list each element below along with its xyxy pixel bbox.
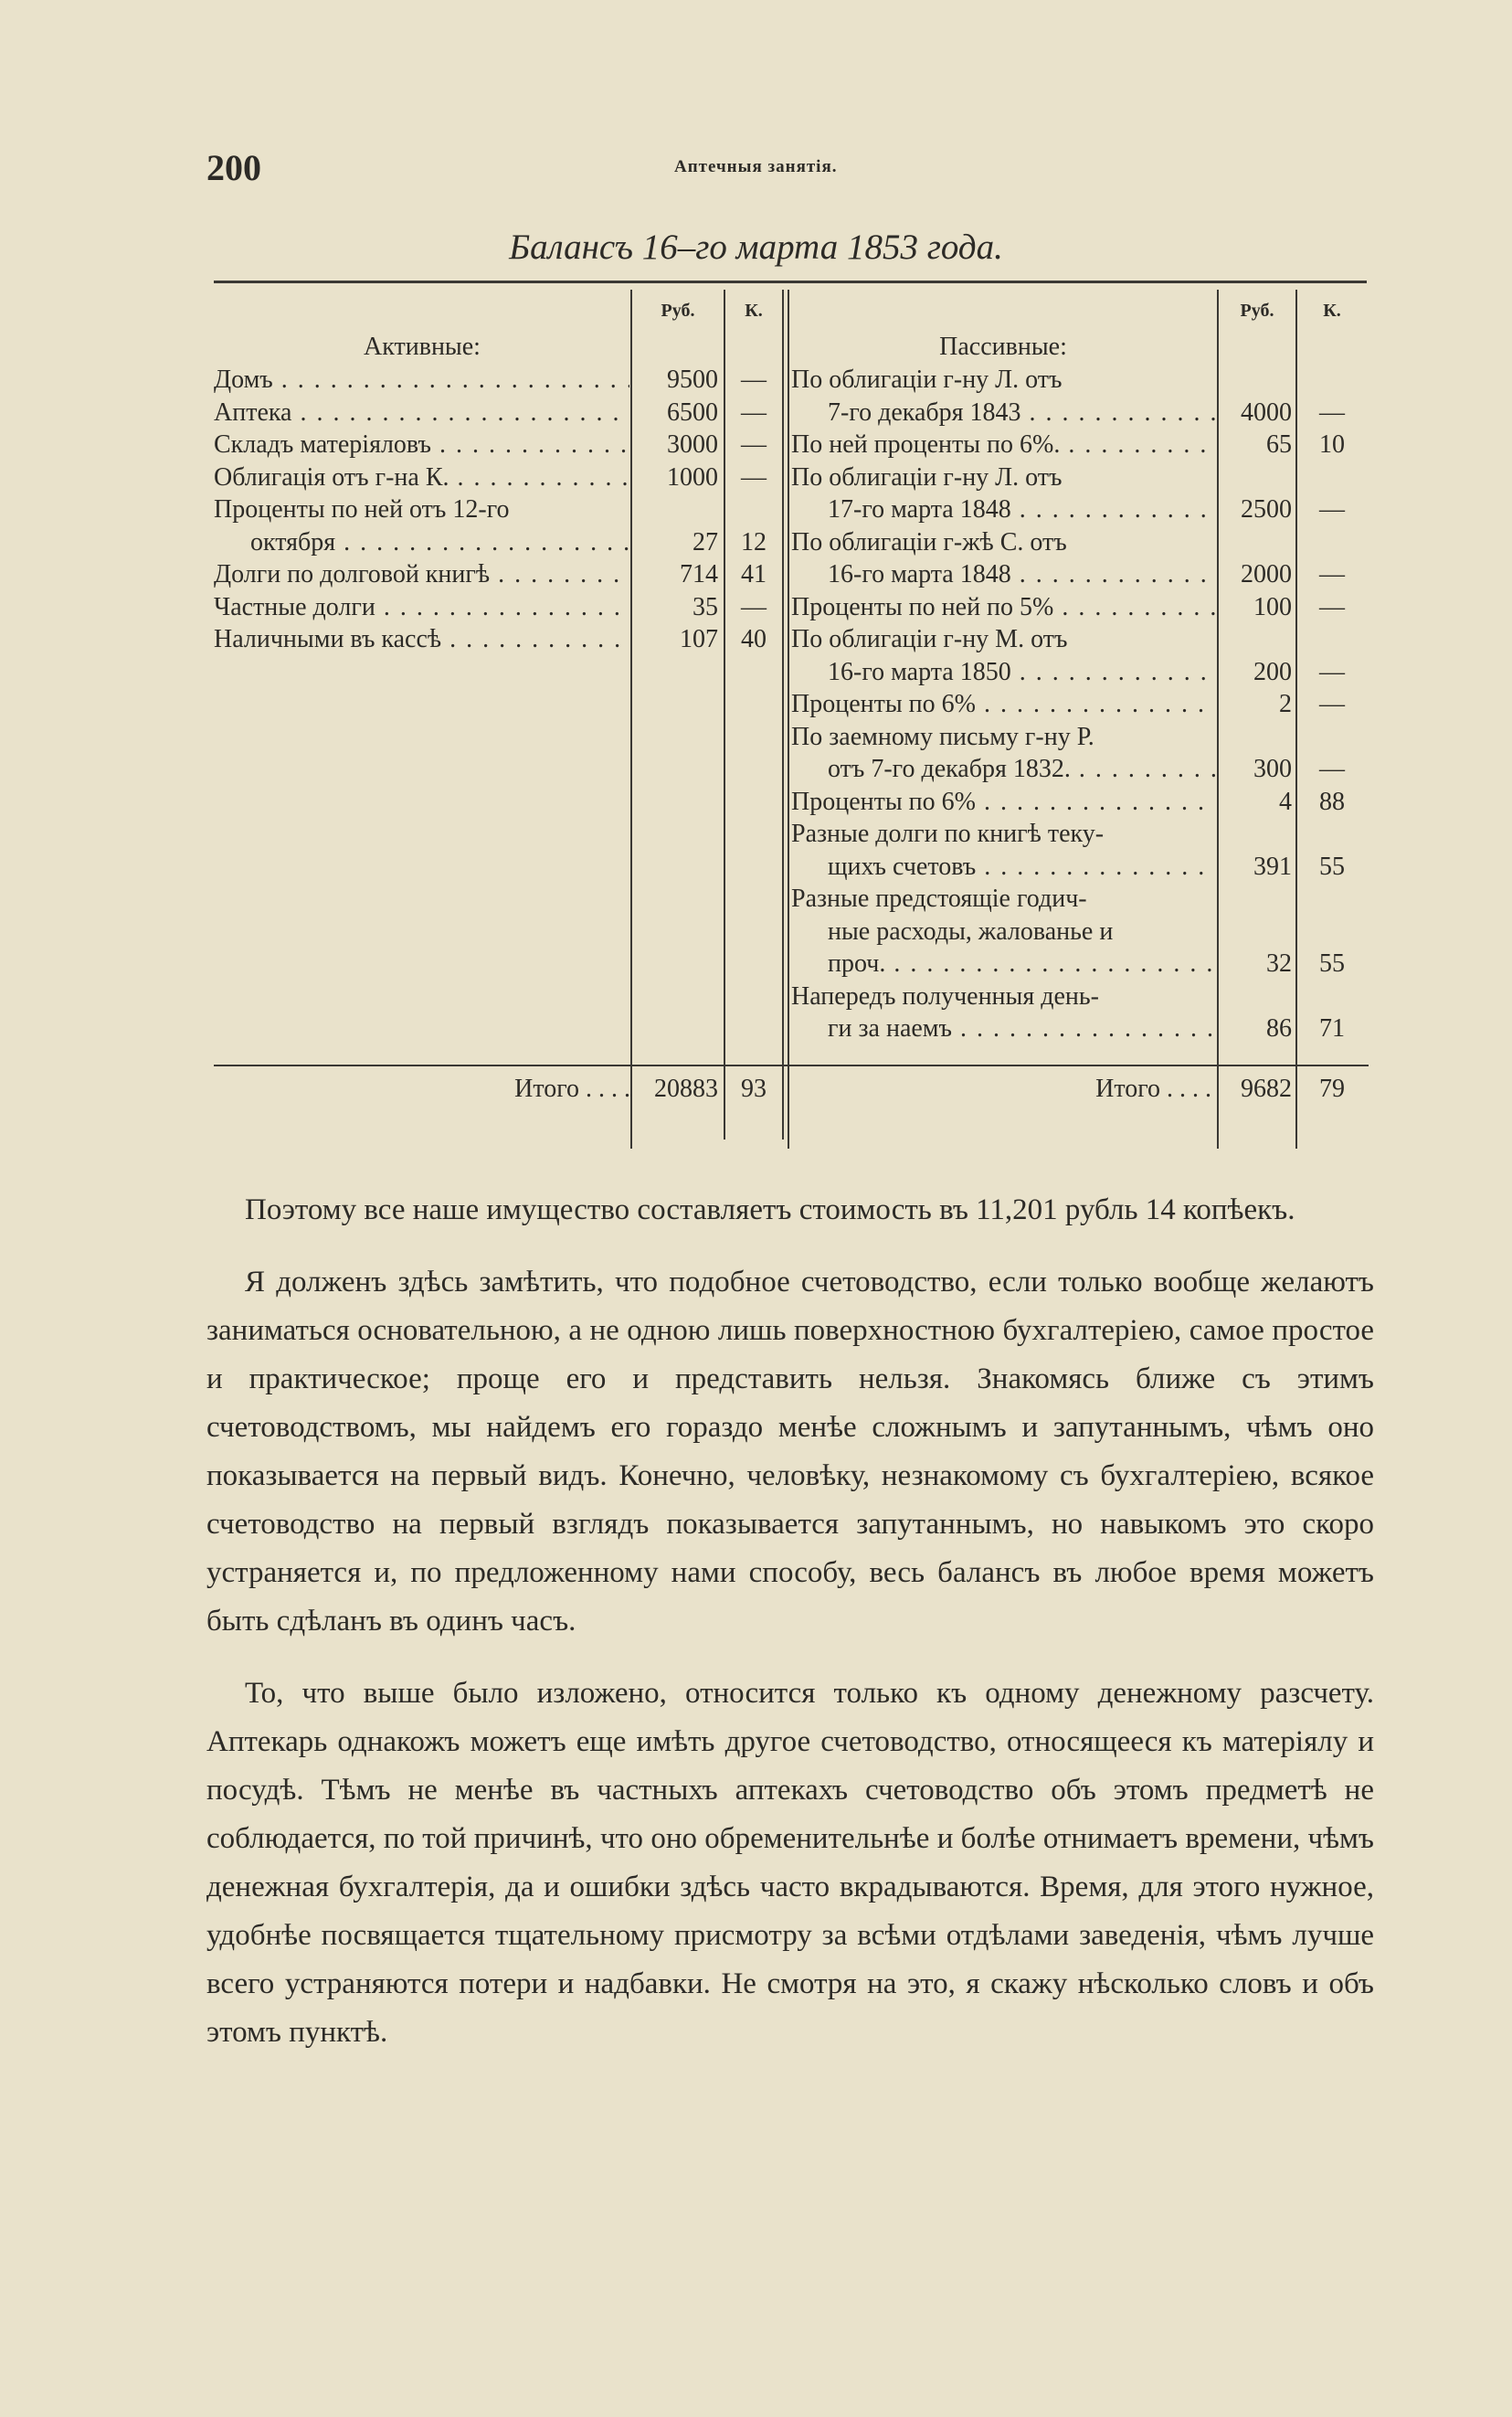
assets-row-rub: 1000	[667, 462, 718, 492]
liabilities-row-label	[791, 722, 1215, 753]
liabilities-row-rub: 32	[1266, 949, 1292, 978]
row-label-line: По ней проценты по 6%. . . .	[791, 429, 1211, 461]
liabilities-row-label	[791, 689, 1215, 720]
assets-row-rub: 107	[680, 625, 718, 653]
row-label-line: Наличными въ кассѣ . . .	[214, 624, 629, 655]
col-rule-3b	[788, 290, 789, 1149]
row-label-line: 7-го декабря 1843 . . .	[791, 398, 1211, 429]
assets-total-kop: 93	[741, 1075, 767, 1103]
assets-row-rub: 9500	[667, 366, 718, 394]
assets-kop-header: К.	[745, 301, 763, 321]
row-label-line: Проценты по 6% . . .	[791, 689, 1211, 720]
assets-row-kop: 12	[741, 527, 767, 557]
assets-row-rub: 714	[680, 560, 718, 588]
row-label-line: Проценты по ней по 5% . . .	[791, 592, 1211, 623]
row-label-line: Долги по долговой книгѣ . . .	[214, 559, 629, 590]
liabilities-row-label	[791, 1013, 1215, 1044]
liabilities-row-kop: —	[1319, 592, 1345, 621]
liabilities-row-kop: 71	[1319, 1014, 1345, 1043]
liabilities-row-rub: 2500	[1241, 495, 1292, 524]
row-label-line: Проценты по 6% . . .	[791, 787, 1211, 818]
liabilities-row-rub: 65	[1266, 430, 1292, 459]
liabilities-row-label	[791, 949, 1215, 980]
assets-row-rub: 27	[693, 527, 718, 557]
liabilities-row-kop: —	[1319, 495, 1345, 524]
row-label-line: 17-го марта 1848 . . .	[791, 494, 1211, 525]
row-label-line: Частные долги . . .	[214, 592, 629, 623]
liabilities-row-rub: 2000	[1241, 560, 1292, 588]
liabilities-row-kop: —	[1319, 560, 1345, 588]
liabilities-total-label: Итого . . . .	[1095, 1075, 1211, 1103]
liabilities-row-label	[791, 852, 1215, 883]
row-label-line: Проценты по ней отъ 12-го	[214, 495, 510, 524]
liabilities-row-label	[791, 462, 1215, 493]
liabilities-row-rub: 200	[1253, 657, 1292, 686]
liabilities-row-label	[791, 494, 1215, 525]
balance-title: Балансъ 16–го марта 1853 года.	[509, 228, 1003, 267]
row-label-line: 16-го марта 1848 . . .	[791, 559, 1211, 590]
liabilities-row-label	[791, 754, 1215, 785]
liabilities-row-label	[791, 981, 1215, 1012]
row-label-line: Облигація отъ г-на К. . . .	[214, 462, 629, 493]
running-title: Аптечныя занятія.	[674, 157, 838, 176]
liabilities-row-label	[791, 917, 1215, 948]
assets-row-rub: 35	[693, 592, 718, 621]
assets-row-kop: —	[741, 462, 767, 492]
col-rule-3	[782, 290, 784, 1140]
row-label-line: Разные долги по книгѣ теку-	[791, 820, 1105, 848]
balance-table	[203, 279, 1365, 1151]
liabilities-rub-header: Руб.	[1240, 301, 1274, 321]
row-label-line: щихъ счетовъ . . .	[791, 852, 1211, 883]
assets-total-rule	[214, 1065, 788, 1066]
liabilities-row-rub: 4	[1279, 787, 1292, 816]
assets-total-rub: 20883	[654, 1075, 718, 1103]
liabilities-row-label	[791, 527, 1215, 558]
assets-total-label: Итого . . . .	[514, 1075, 630, 1103]
row-label-line: ные расходы, жалованье и	[828, 917, 1114, 946]
table-top-rule	[214, 281, 1367, 283]
row-label-line: По облигаціи г-ну Л. отъ	[791, 462, 1063, 492]
paragraph: Поэтому все наше имущество составляетъ стоимость въ 11,201 рубль 14 копѣекъ.	[245, 1193, 1295, 1226]
row-label-line: Домъ . . .	[214, 365, 629, 396]
liabilities-total-kop: 79	[1319, 1075, 1345, 1103]
row-label-line: Аптека . . .	[214, 398, 629, 429]
liabilities-row-label	[791, 365, 1215, 396]
row-label-line: По заемному письму г-ну Р.	[791, 722, 1094, 751]
liabilities-kop-header: К.	[1323, 301, 1341, 321]
liabilities-row-rub: 300	[1253, 755, 1292, 783]
row-label-line: Складъ матеріяловъ . . .	[214, 429, 629, 461]
liabilities-row-label	[791, 398, 1215, 429]
liabilities-row-label	[791, 559, 1215, 590]
assets-heading: Активные:	[364, 333, 481, 361]
row-label-line: По облигаціи г-ну Л. отъ	[791, 366, 1063, 394]
page-header	[206, 146, 1376, 192]
liabilities-row-label	[791, 592, 1215, 623]
assets-row-rub: 3000	[667, 430, 718, 459]
liabilities-row-rub: 86	[1266, 1014, 1292, 1043]
assets-row-kop: —	[741, 430, 767, 459]
assets-row-kop: —	[741, 366, 767, 394]
assets-row-kop: —	[741, 592, 767, 621]
liabilities-row-kop: 55	[1319, 949, 1345, 978]
liabilities-row-label	[791, 657, 1215, 688]
row-label-line: По облигаціи г-ну М. отъ	[791, 625, 1068, 653]
liabilities-row-label	[791, 429, 1215, 461]
liabilities-row-kop: 55	[1319, 852, 1345, 881]
liabilities-row-kop: —	[1319, 690, 1345, 718]
liabilities-row-kop: 88	[1319, 787, 1345, 816]
liabilities-row-label	[791, 819, 1215, 850]
row-label-line: октября . . .	[214, 527, 629, 558]
liabilities-row-label	[791, 884, 1215, 915]
liabilities-row-rub: 100	[1253, 592, 1292, 621]
row-label-line: Разные предстоящіе годич-	[791, 885, 1087, 913]
liabilities-row-kop: —	[1319, 657, 1345, 686]
row-label-line: По облигаціи г-жѣ С. отъ	[791, 527, 1067, 557]
row-label-line: ги за наемъ . . .	[791, 1013, 1211, 1044]
row-label-line: проч. . . .	[791, 949, 1211, 980]
row-label-line: 16-го марта 1850 . . .	[791, 657, 1211, 688]
liabilities-row-kop: —	[1319, 398, 1345, 427]
paragraph: Я долженъ здѣсь замѣтить, что подобное счетоводство, если только вообще желаютъ заниматься основательною, а не одною лишь поверхностною бухгалтеріею, самое простое и практическое; проще его и представить нельзя. Знакомясь ближе съ этимъ счетоводствомъ, мы найдемъ его гораздо менѣе сложнымъ и запутаннымъ, чѣмъ оно показывается на первый видъ. Конечно, человѣку, незнакомому съ бухгалтеріею, всякое счетоводство на первый взглядъ показывается запутаннымъ, но навыкомъ это скоро устраняется и, по предложенному нами способу, весь балансъ въ любое время можетъ быть сдѣланъ въ одинъ часъ.	[206, 1266, 1374, 1638]
liabilities-row-kop: —	[1319, 755, 1345, 783]
assets-row-kop: 41	[741, 560, 767, 588]
liabilities-row-kop: 10	[1319, 430, 1345, 459]
assets-row-kop: —	[741, 398, 767, 427]
liabilities-row-rub: 391	[1253, 852, 1292, 881]
liabilities-total-rule	[788, 1065, 1369, 1066]
row-label-line: отъ 7-го декабря 1832. . . .	[791, 754, 1211, 785]
liabilities-row-label	[791, 787, 1215, 818]
liabilities-row-rub: 2	[1279, 690, 1292, 718]
paragraph: То, что выше было изложено, относится только къ одному денежному разсчету. Аптекарь однакожъ можетъ еще имѣть другое счетоводство, относящееся къ матеріялу и посудѣ. Тѣмъ не менѣе въ частныхъ аптекахъ счетоводство объ этомъ предметѣ не соблюдается, по той причинѣ, что оно обременительнѣе и болѣе отнимаетъ времени, чѣмъ денежная бухгалтерія, да и ошибки здѣсь часто вкрадываются. Время, для этого нужное, удобнѣе посвящается тщательному присмотру за всѣми отдѣлами заведенія, чѣмъ лучше всего устраняются потери и надбавки. Не смотря на это, я скажу нѣсколько словъ и объ этомъ пунктѣ.	[206, 1677, 1374, 2049]
assets-row-label	[214, 624, 630, 663]
row-label-line: Напередъ полученныя день-	[791, 981, 1099, 1011]
liabilities-row-label	[791, 624, 1215, 655]
liabilities-heading: Пассивные:	[939, 333, 1067, 361]
assets-row-rub: 6500	[667, 398, 718, 427]
body-text	[206, 1186, 1374, 2081]
assets-row-kop: 40	[741, 625, 767, 653]
assets-rub-header: Руб.	[661, 301, 695, 321]
liabilities-total-rub: 9682	[1241, 1075, 1292, 1103]
page-number: 200	[206, 147, 261, 188]
liabilities-row-rub: 4000	[1241, 398, 1292, 427]
